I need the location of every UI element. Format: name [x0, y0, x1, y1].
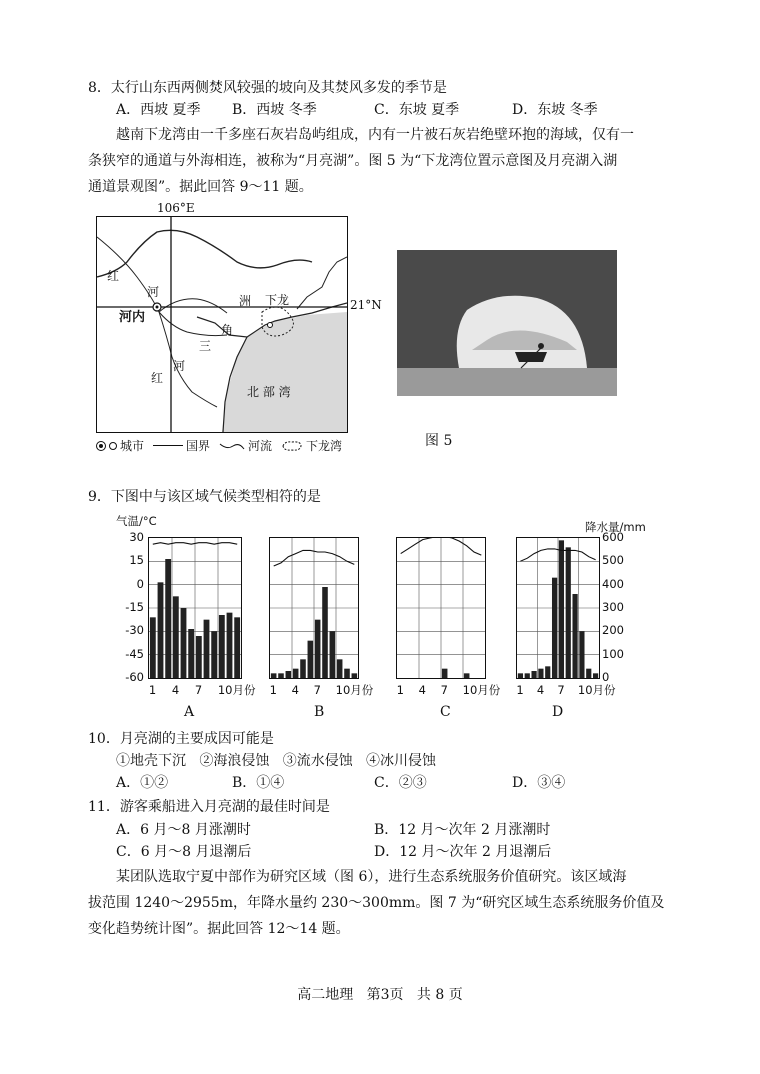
q10-option-d: D．③④: [512, 775, 566, 791]
climate-chart-d: [516, 537, 600, 679]
precip-bar: [538, 669, 543, 678]
map-label-san: 三: [199, 339, 212, 353]
month-tick: 4: [291, 683, 299, 697]
precip-bar: [330, 631, 336, 678]
map-label-hong2: 红: [151, 371, 164, 385]
month-tick: 7: [194, 683, 203, 697]
map-label-he1: 河: [147, 285, 160, 299]
precip-bar: [165, 559, 171, 678]
precip-bar: [300, 659, 306, 678]
month-tick: 1: [269, 683, 277, 697]
month-tick: 10月份: [462, 683, 501, 697]
precip-bar: [344, 669, 350, 678]
legend-city: 城市: [120, 439, 145, 453]
month-tick: 4: [536, 683, 545, 697]
precip-bar: [188, 629, 194, 678]
precip-bar: [308, 641, 314, 678]
month-tick: 10月份: [217, 683, 256, 697]
q10-stem: 10．月亮湖的主要成因可能是: [88, 731, 274, 747]
q8-option-c: C．东坡 夏季: [374, 102, 460, 118]
q10-items: ①地壳下沉 ②海浪侵蚀 ③流水侵蚀 ④冰川侵蚀: [116, 753, 437, 769]
temp-tick: 0: [136, 576, 144, 591]
passage1-line1: 越南下龙湾由一千多座石灰岩岛屿组成，内有一片被石灰岩绝壁环抱的海域，仅有一: [116, 127, 634, 143]
precip-bar: [234, 617, 240, 678]
temp-tick: 30: [129, 530, 144, 544]
precip-tick: 600: [602, 530, 624, 544]
chart-d-svg: [517, 538, 599, 678]
passage1-line2: 条狭窄的通道与外海相连，被称为“月亮湖”。图 5 为“下龙湾位置示意图及月亮湖入湖: [88, 153, 618, 169]
precip-bar: [150, 617, 156, 678]
temp-axis-label: 气温/°C: [116, 514, 157, 528]
precip-bar: [525, 673, 530, 678]
halong-location-map: [96, 216, 348, 433]
boat: [515, 352, 547, 362]
q8-option-d: D．东坡 冬季: [512, 102, 598, 118]
q10-option-b: B．①④: [232, 775, 285, 791]
q8-option-b: B．西坡 冬季: [232, 102, 317, 118]
climate-chart-a: [148, 537, 242, 679]
passage2-line3: 变化趋势统计图”。据此回答 12～14 题。: [88, 921, 350, 937]
halong-legend-icon: [281, 440, 303, 452]
precip-bar: [204, 620, 210, 678]
precip-bar: [227, 613, 233, 678]
chart-letter-a: A: [184, 704, 195, 720]
q11-option-b: B．12 月～次年 2 月涨潮时: [374, 822, 551, 838]
precip-tick: 100: [602, 646, 624, 661]
precip-bar: [518, 673, 523, 678]
fig5-caption: 图 5: [425, 433, 453, 449]
moon-lake-entrance-photo: [397, 250, 617, 396]
map-label-hong1: 红: [107, 269, 120, 283]
precip-bar: [173, 596, 179, 678]
map-label-hanoi: 河内: [119, 310, 146, 325]
map-label-gulf: 北 部 湾: [247, 385, 291, 399]
month-tick: 1: [396, 683, 404, 697]
precip-tick: 200: [602, 623, 624, 638]
precip-bar: [286, 671, 292, 678]
passage2-line1: 某团队选取宁夏中部作为研究区域（图 6），进行生态系统服务价值研究。该区域海: [116, 869, 627, 885]
precip-bar: [566, 547, 571, 678]
q9-stem: 9．下图中与该区域气候类型相符的是: [88, 489, 321, 505]
chart-letter-d: D: [552, 704, 564, 720]
precip-bar: [196, 636, 202, 678]
page-footer: 高二地理 第3页 共 8 页: [297, 987, 463, 1003]
q11-option-d: D．12 月～次年 2 月退潮后: [374, 844, 552, 860]
month-tick: 7: [440, 683, 448, 697]
q10-option-a: A．①②: [116, 775, 169, 791]
legend-border: 国界: [186, 439, 211, 453]
month-tick: 10月份: [335, 683, 374, 697]
passage2-line2: 拔范围 1240～2955m，年降水量约 230～300mm。图 7 为“研究区域生态系统服务价值及: [88, 895, 665, 911]
chart-a-svg: [149, 538, 241, 678]
passage1-line3: 通道景观图”。据此回答 9～11 题。: [88, 179, 313, 195]
temp-tick: -45: [125, 646, 144, 661]
climate-chart-b: [269, 537, 359, 679]
q10-option-c: C．②③: [374, 775, 427, 791]
chart-b-svg: [270, 538, 358, 678]
map-label-zhou: 洲: [239, 294, 252, 308]
precip-bar: [337, 659, 343, 678]
precip-bar: [442, 669, 448, 678]
precip-bar: [211, 631, 217, 678]
precip-bar: [293, 669, 299, 678]
chart-letter-c: C: [440, 704, 451, 720]
precip-bar: [572, 594, 577, 678]
q11-stem: 11．游客乘船进入月亮湖的最佳时间是: [88, 799, 330, 815]
precip-tick: 400: [602, 576, 624, 591]
month-tick: 7: [313, 683, 321, 697]
precip-axis-label: 降水量/mm: [585, 520, 646, 534]
precip-bar: [586, 669, 591, 678]
precip-bar: [158, 582, 164, 678]
q8-option-a: A．西坡 夏季: [116, 102, 201, 118]
map-longitude-label: 106°E: [157, 201, 195, 215]
map-label-jiao: 角: [221, 323, 234, 337]
precip-bar: [559, 540, 564, 678]
map-legend: [96, 437, 342, 454]
small-city-legend-icon: [109, 442, 117, 450]
map-label-xialong: 下龙: [265, 293, 290, 307]
gulf-area: [222, 312, 347, 432]
month-tick: 7: [557, 683, 565, 697]
precip-bar: [219, 615, 225, 678]
temp-tick: -15: [125, 600, 144, 614]
climate-chart-c: [396, 537, 486, 679]
border-legend-icon: [153, 445, 183, 446]
chart-c-svg: [397, 538, 485, 678]
precip-tick: 300: [602, 600, 624, 614]
month-tick: 4: [171, 683, 180, 697]
photo-drawing: [397, 250, 617, 396]
month-tick: 1: [516, 683, 524, 697]
month-tick: 4: [418, 683, 426, 697]
precip-bar: [278, 673, 284, 678]
temp-tick: -60: [125, 670, 144, 684]
precip-bar: [579, 631, 584, 678]
precip-tick: 0: [602, 670, 610, 684]
month-tick: 1: [148, 683, 157, 697]
precip-bar: [545, 666, 550, 678]
national-border: [97, 230, 312, 277]
precip-tick: 500: [602, 553, 624, 568]
legend-river: 河流: [248, 439, 273, 453]
legend-halong: 下龙湾: [306, 439, 343, 453]
chart-letter-b: B: [314, 704, 325, 720]
month-tick: 10月份: [577, 683, 616, 697]
temp-line: [153, 543, 237, 545]
precip-bar: [181, 608, 187, 678]
precip-bar: [552, 578, 557, 678]
precip-bar: [352, 673, 358, 678]
precip-bar: [271, 673, 277, 678]
map-latitude-label: 21°N: [350, 298, 382, 312]
map-label-he2: 河: [173, 359, 186, 373]
precip-bar: [464, 673, 470, 678]
city-legend-icon: [96, 441, 106, 451]
precip-bar: [593, 673, 598, 678]
river-legend-icon: [219, 441, 245, 451]
precip-bar: [322, 587, 328, 678]
temp-tick: 15: [129, 553, 144, 568]
precip-bar: [315, 620, 321, 678]
q11-option-c: C．6 月～8 月退潮后: [116, 844, 252, 860]
temp-tick: -30: [125, 623, 144, 638]
q8-stem: 8．太行山东西两侧焚风较强的坡向及其焚风多发的季节是: [88, 80, 447, 96]
q11-option-a: A．6 月～8 月涨潮时: [116, 822, 251, 838]
precip-bar: [531, 671, 536, 678]
